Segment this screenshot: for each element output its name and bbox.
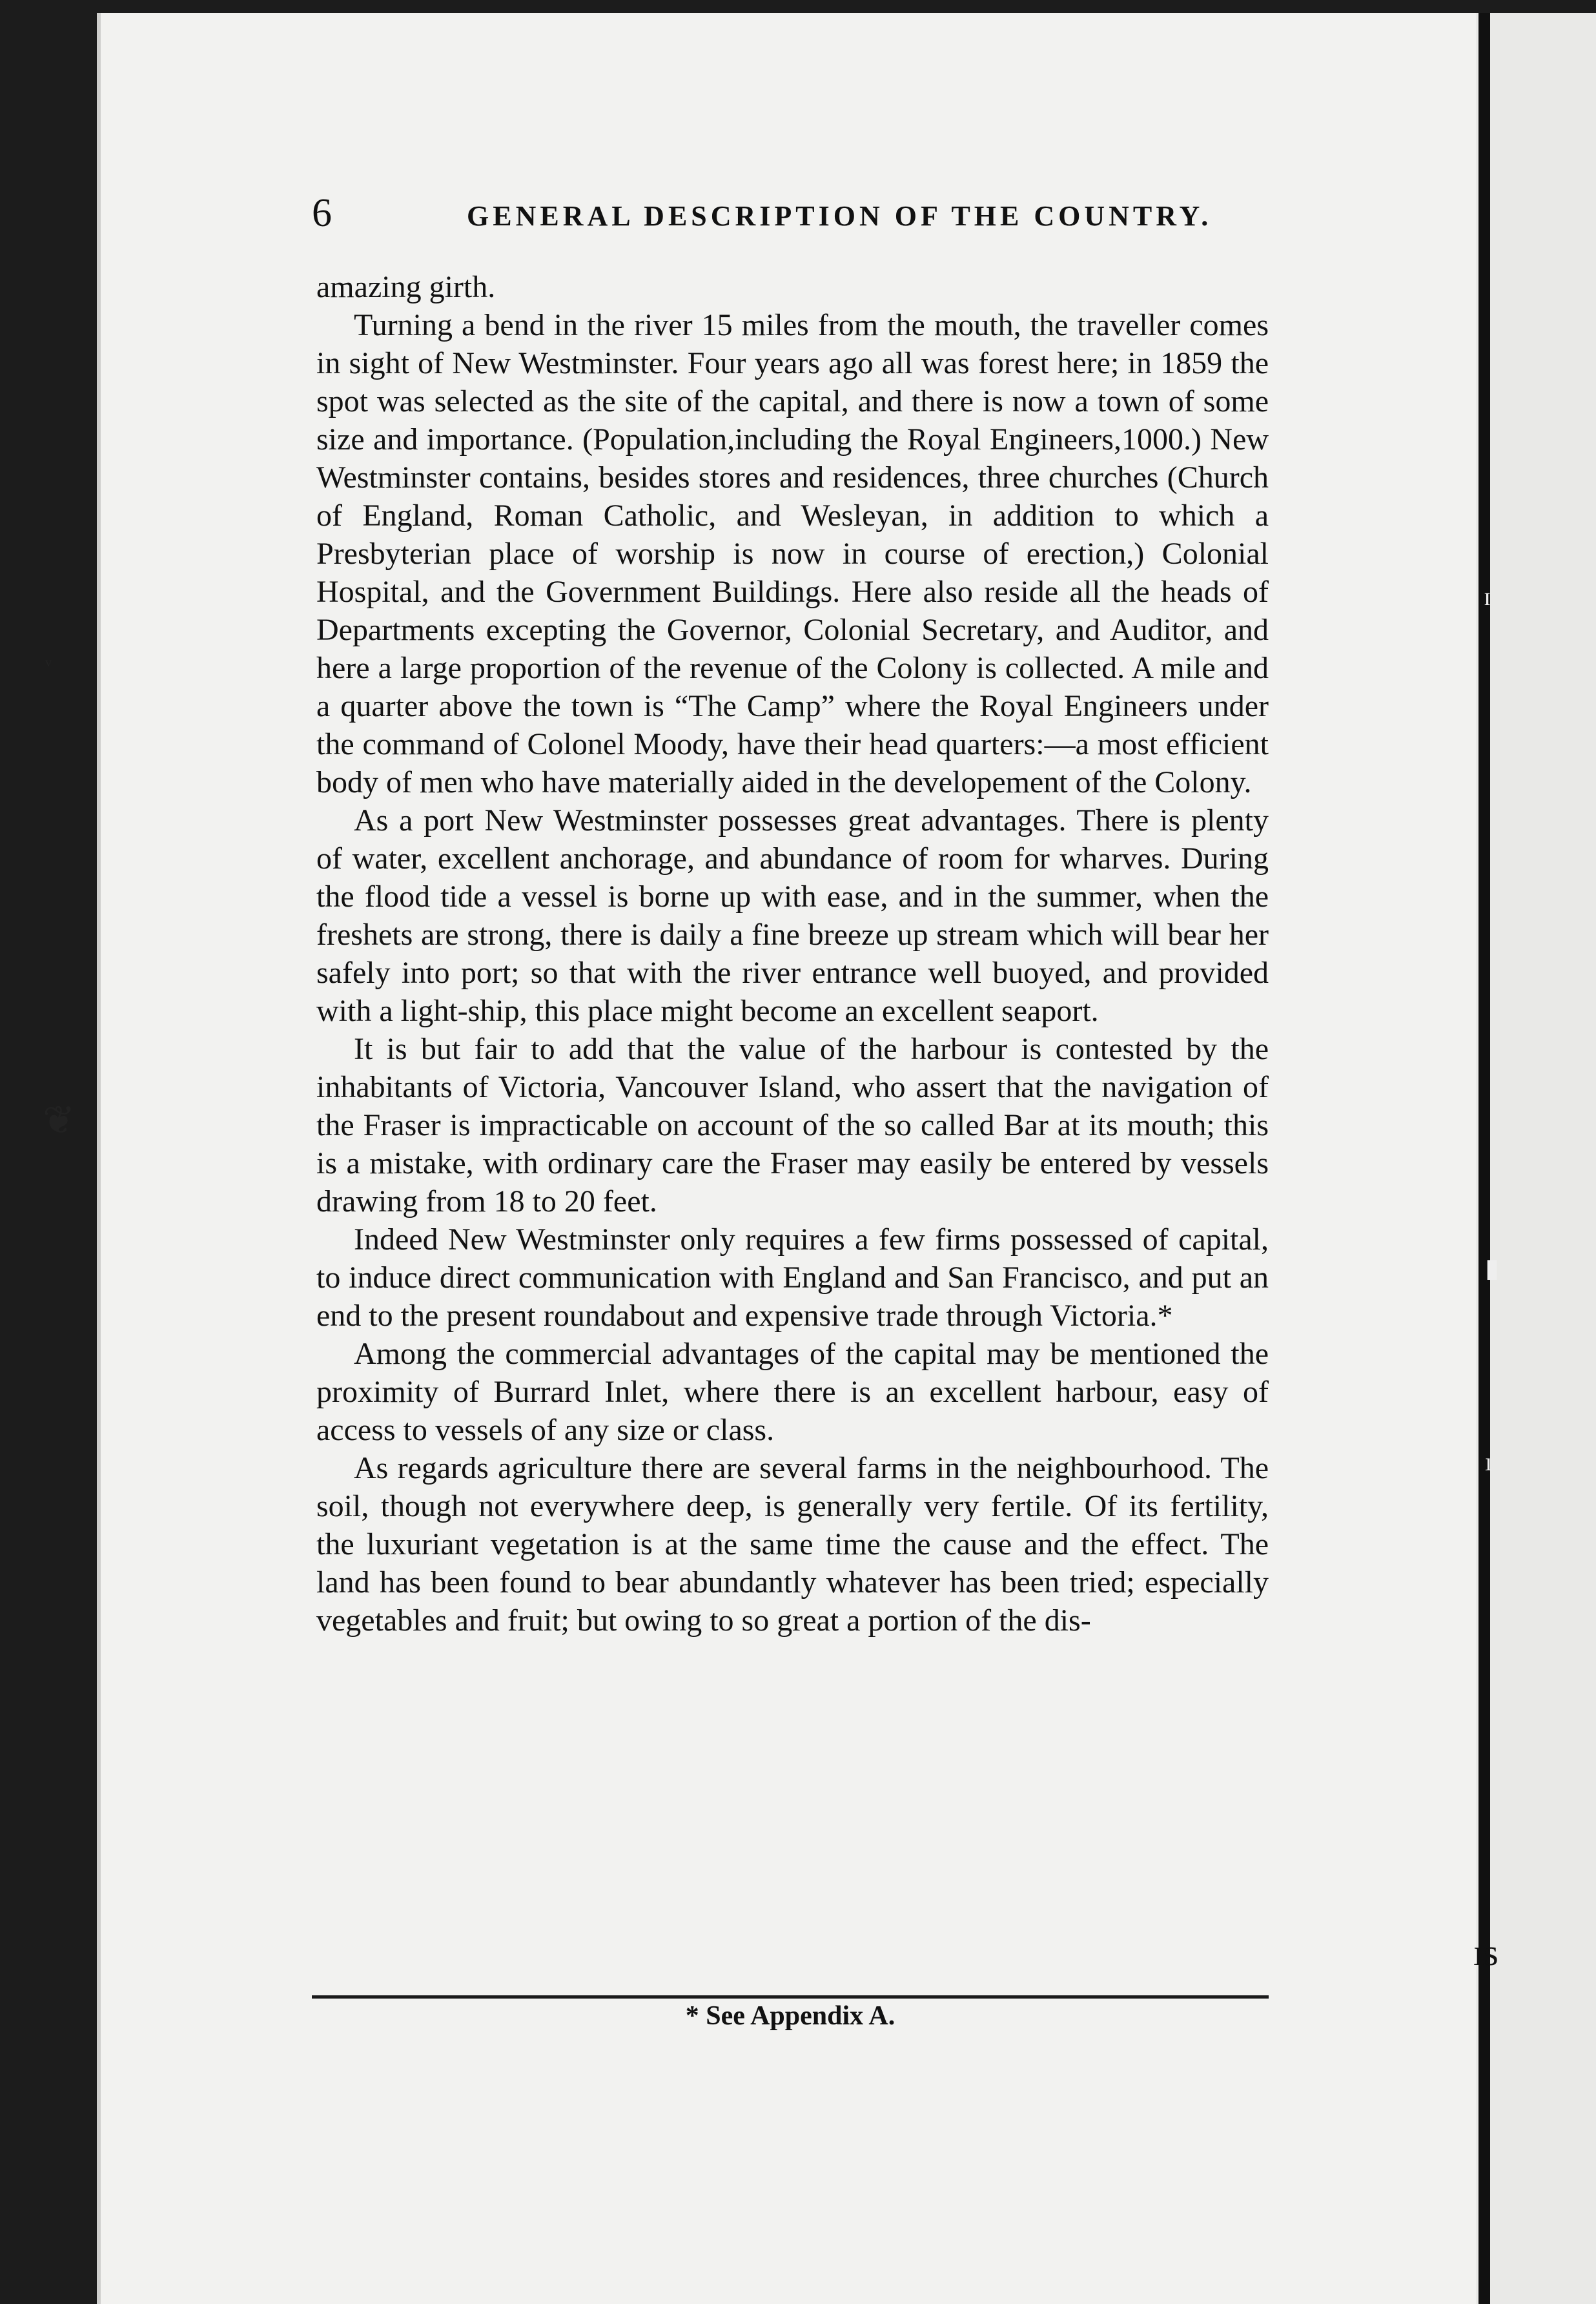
page-number: 6 [312, 191, 332, 235]
paragraph-new-westminster: Turning a bend in the river 15 miles from the mouth, the traveller comes in sight of New Westminster. Four years ago all was forest here; in 1859 the spot was selected as the site of the capital, and there is now a town of some size and importance. (Population,including the Royal Engineers,1000.) New Westminster contains, besides stores and residences, three churches (Church of England, Roman Catholic, and Wesleyan, in addition to which a Presbyterian place of worship is now in course of erection,) Colonial Hospital, and the Government Buildings. Here also reside all the heads of Departments excepting the Governor, Colonial Secretary, and Auditor, and here a large proportion of the revenue of the Colony is collected. A mile and a quarter above the town is “The Camp” where the Royal Engineers under the command of Colonel Moody, have their head quarters:—a most efficient body of men who have materially aided in the developement of the Colony. [316, 308, 1269, 799]
edge-mark-2: ❦ [43, 1099, 76, 1142]
footnote: * See Appendix A. [685, 2001, 895, 2031]
page-header [312, 190, 1275, 242]
edge-mark-1: ᵥ [45, 646, 52, 670]
paragraph-burrard-inlet: Among the commercial advantages of the capital may be mentioned the proximity of Burrard Inlet, where there is an excellent harbour, easy of access to vessels of any size or class. [316, 1337, 1269, 1447]
paragraph-harbour-contest: It is but fair to add that the value of the harbour is contested by the inhabitants of Victoria, Vancouver Island, who assert that the navigation of the Fraser is impracticable on account of the so called Bar at its mouth; this is a mistake, with ordinary care the Fraser may easily be entered by vessels drawing from 18 to 20 feet. [316, 1032, 1269, 1219]
footnote-rule [312, 1995, 1269, 1999]
running-title: GENERAL DESCRIPTION OF THE COUNTRY. [467, 200, 1212, 232]
edge-mark-5: ı [1485, 1447, 1493, 1476]
edge-mark-6: ıs [1473, 1931, 1499, 1973]
edge-mark-4: ▮ [1485, 1253, 1500, 1282]
paragraph-continuation: amazing girth. [316, 270, 496, 304]
body-text [316, 268, 1269, 1640]
paragraph-trade: Indeed New Westminster only requires a few firms possessed of capital, to induce direct communication with England and San Francisco, and put an end to the present roundabout and expensive trade through Victoria.* [316, 1222, 1269, 1333]
paragraph-port: As a port New Westminster possesses great advantages. There is plenty of water, excellent anchorage, and abundance of room for wharves. During the flood tide a vessel is borne up with ease, and in the summer, when the freshets are strong, there is daily a fine breeze up stream which will bear her safely into port; so that with the river entrance well buoyed, and provided with a light-ship, this place might become an excellent seaport. [316, 803, 1269, 1028]
edge-mark-3: ɪ [1484, 582, 1491, 611]
paragraph-agriculture: As regards agriculture there are several farms in the neighbourhood. The soil, though not everywhere deep, is generally very fertile. Of its fertility, the luxuriant vegetation is at the same time the cause and the effect. The land has been found to bear abundantly whatever has been tried; especially vegetables and fruit; but owing to so great a portion of the dis- [316, 1451, 1269, 1638]
